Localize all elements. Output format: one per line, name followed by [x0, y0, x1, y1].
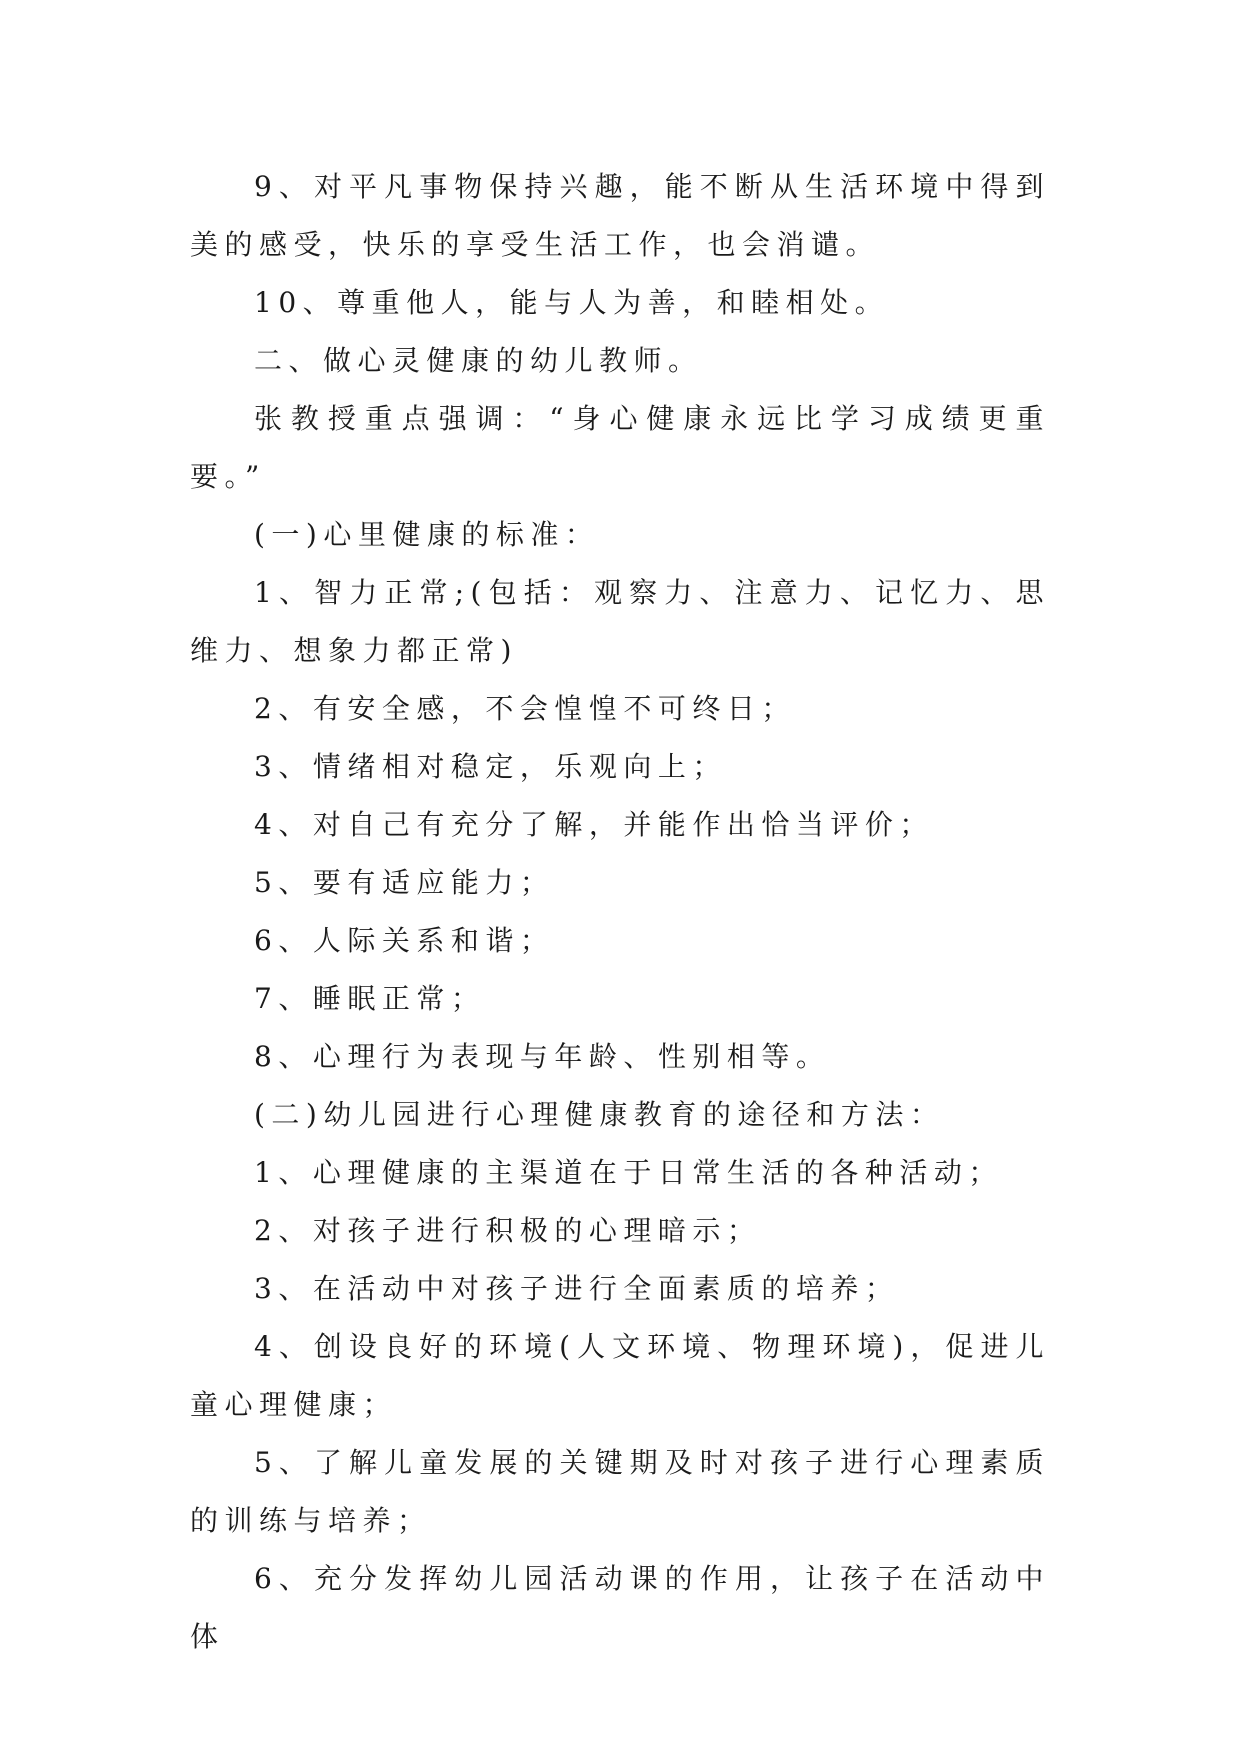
paragraph: 张教授重点强调：“身心健康永远比学习成绩更重要。” [190, 402, 1050, 493]
list-item: 4、创设良好的环境(人文环境、物理环境)，促进儿童心理健康； [190, 1330, 1050, 1421]
document-body [190, 158, 1050, 1666]
list-item: 5、了解儿童发展的关键期及时对孩子进行心理素质的训练与培养； [190, 1446, 1050, 1537]
list-item: 6、充分发挥幼儿园活动课的作用，让孩子在活动中体 [190, 1562, 1050, 1653]
list-item: 6、人际关系和谐； [254, 924, 555, 957]
subsection-heading: (二)幼儿园进行心理健康教育的途径和方法： [254, 1098, 945, 1131]
paragraph: 10、尊重他人，能与人为善，和睦相处。 [254, 286, 890, 319]
list-item: 7、睡眠正常； [254, 982, 486, 1015]
list-item: 3、在活动中对孩子进行全面素质的培养； [254, 1272, 900, 1305]
list-item: 1、心理健康的主渠道在于日常生活的各种活动； [254, 1156, 1003, 1189]
section-heading: 二、做心灵健康的幼儿教师。 [254, 344, 703, 377]
list-item: 3、情绪相对稳定，乐观向上； [254, 750, 727, 783]
list-item: 2、对孩子进行积极的心理暗示； [254, 1214, 762, 1247]
list-item: 1、智力正常;(包括：观察力、注意力、记忆力、思维力、想象力都正常) [190, 576, 1050, 667]
list-item: 4、对自己有充分了解，并能作出恰当评价； [254, 808, 934, 841]
list-item: 8、心理行为表现与年龄、性别相等。 [254, 1040, 831, 1073]
paragraph: 9、对平凡事物保持兴趣，能不断从生活环境中得到美的感受，快乐的享受生活工作，也会消谴。 [190, 170, 1050, 261]
list-item: 2、有安全感，不会惶惶不可终日； [254, 692, 796, 725]
subsection-heading: (一)心里健康的标准： [254, 518, 600, 551]
list-item: 5、要有适应能力； [254, 866, 555, 899]
